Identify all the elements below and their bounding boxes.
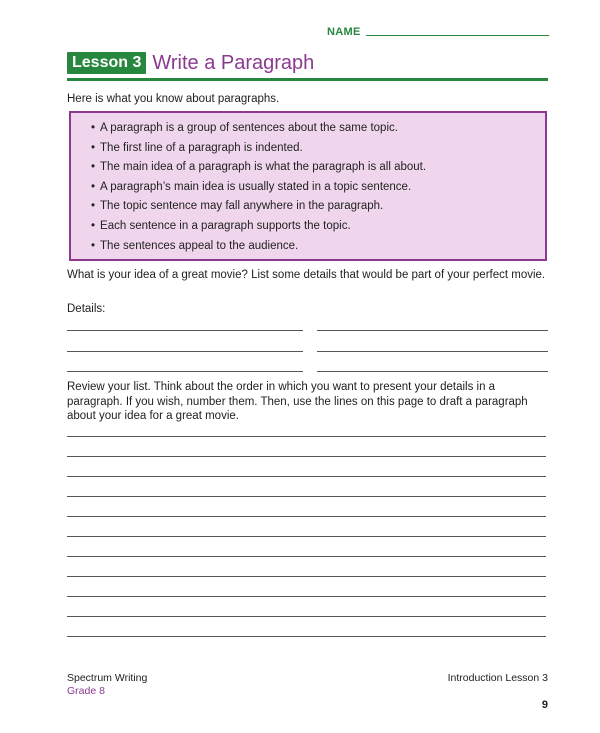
writing-line-10[interactable] — [67, 616, 546, 617]
name-label: NAME — [327, 26, 361, 38]
detail-line-right-1[interactable] — [317, 330, 548, 331]
writing-line-8[interactable] — [67, 576, 546, 577]
fact-item: • The first line of a paragraph is indented. — [91, 139, 545, 159]
detail-line-left-1[interactable] — [67, 330, 303, 331]
lesson-heading — [67, 51, 314, 75]
writing-line-11[interactable] — [67, 636, 546, 637]
facts-list — [71, 113, 545, 256]
fact-item: • Each sentence in a paragraph supports the topic. — [91, 217, 545, 237]
lesson-title: Write a Paragraph — [152, 52, 315, 74]
detail-line-right-2[interactable] — [317, 351, 548, 352]
fact-item: • A paragraph’s main idea is usually stated in a topic sentence. — [91, 178, 545, 198]
writing-line-9[interactable] — [67, 596, 546, 597]
page-number: 9 — [541, 699, 548, 711]
name-line[interactable] — [366, 35, 549, 36]
question-great-movie: What is your idea of a great movie? List some details that would be part of your perfect movie. — [67, 269, 546, 281]
footer-book-info — [67, 672, 147, 698]
writing-line-1[interactable] — [67, 436, 546, 437]
detail-line-left-2[interactable] — [67, 351, 303, 352]
detail-line-right-3[interactable] — [317, 371, 548, 372]
paragraph-facts-box — [69, 111, 547, 261]
fact-item: • The main idea of a paragraph is what the paragraph is all about. — [91, 158, 545, 178]
details-label: Details: — [67, 303, 106, 315]
writing-line-5[interactable] — [67, 516, 546, 517]
writing-line-7[interactable] — [67, 556, 546, 557]
writing-line-2[interactable] — [67, 456, 546, 457]
footer-book-title: Spectrum Writing — [67, 672, 148, 684]
fact-item: • The topic sentence may fall anywhere in the paragraph. — [91, 197, 545, 217]
question-draft-paragraph: Review your list. Think about the order in which you want to present your details in a paragraph. If you wish, number them. Then, use the lines on this page to draft a paragraph about your idea for a great movie. — [67, 381, 528, 422]
footer-grade: Grade 8 — [67, 685, 105, 697]
fact-item: • The sentences appeal to the audience. — [91, 237, 545, 257]
fact-item: • A paragraph is a group of sentences about the same topic. — [91, 119, 545, 139]
intro-text: Here is what you know about paragraphs. — [67, 93, 280, 105]
detail-line-left-3[interactable] — [67, 371, 303, 372]
footer-section: Introduction Lesson 3 — [447, 672, 548, 684]
writing-line-3[interactable] — [67, 476, 546, 477]
writing-line-6[interactable] — [67, 536, 546, 537]
writing-line-4[interactable] — [67, 496, 546, 497]
title-divider — [67, 78, 548, 81]
lesson-badge: Lesson 3 — [67, 52, 146, 74]
name-field[interactable] — [327, 24, 549, 38]
